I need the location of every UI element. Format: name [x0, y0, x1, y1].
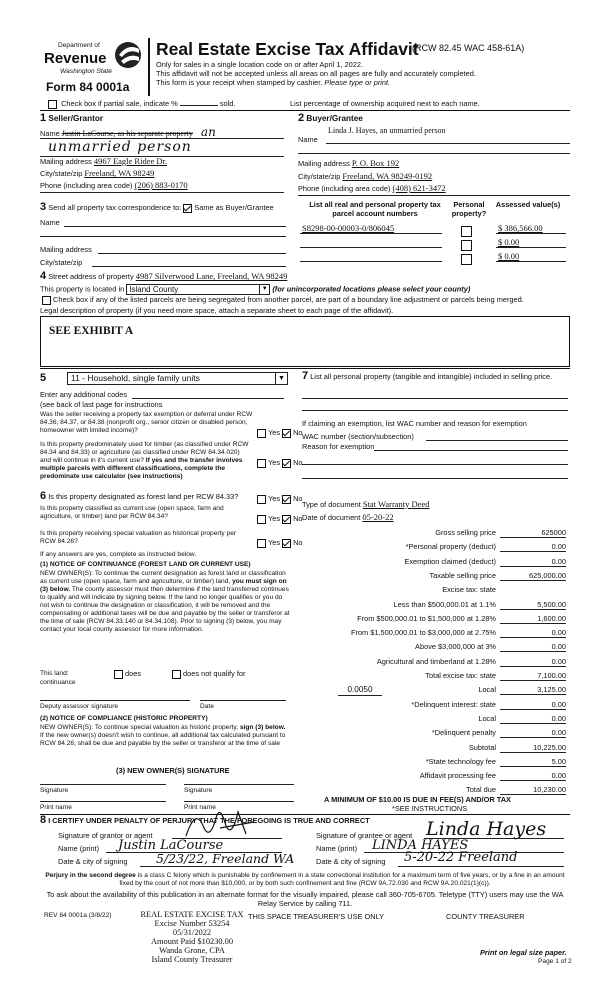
- seller-mailing-label: Mailing address: [40, 157, 92, 166]
- exemption-question: Was the seller receiving a property tax exemption or deferral under RCW 84.36, 84.37, or 84.38 (nonprofit org., senior citizen or disabled person, homeowner with limited income)?: [40, 411, 253, 434]
- tax-row-value[interactable]: 625,000.00: [500, 571, 566, 581]
- seller-heading-text: Seller/Grantor: [48, 114, 104, 123]
- if-any-yes-note: If any answers are yes, complete as instructed below.: [40, 551, 197, 558]
- tax-row: [302, 526, 568, 540]
- personal-property-header: Personal property?: [451, 200, 487, 218]
- grantor-date-handwritten: 5/23/22, Freeland WA: [156, 851, 295, 866]
- forest-answer: [255, 494, 303, 504]
- notice2-text-b: sign (3) below.: [239, 724, 286, 731]
- section-number-8: 8: [40, 814, 47, 826]
- doc-type-row: [302, 500, 429, 509]
- notice1-text-a: NEW OWNER(S): To continue the current designation as forest land or classification as current use (open space, farm and agriculture, or timber) land,: [40, 570, 286, 585]
- current-use-question: Is this property classified as current use (open space, farm and agriculture, or timber) land per RCW 84.34?: [40, 505, 224, 520]
- treasurer-use-label: THIS SPACE TREASURER'S USE ONLY: [248, 912, 385, 921]
- tax-row-value[interactable]: 5.00: [500, 757, 566, 767]
- buyer-phone-label: Phone (including area code): [298, 184, 391, 193]
- tax-row: [302, 626, 568, 640]
- use-code-select[interactable]: [67, 372, 288, 385]
- seller-name-label: Name: [40, 129, 60, 138]
- seller-city-row: [40, 169, 154, 178]
- wac-row: [302, 432, 414, 441]
- dor-logo: [40, 38, 160, 86]
- signature-label: Signature: [40, 787, 69, 794]
- revision-label: REV 84 0001a (3/8/22): [44, 912, 112, 919]
- legal-paper-note: Print on legal size paper.: [480, 948, 567, 957]
- does-label: does: [125, 669, 142, 678]
- notice-continuance-title: (1) NOTICE OF CONTINUANCE (FOREST LAND OR CURRENT USE): [40, 561, 251, 568]
- buyer-heading: [298, 113, 363, 124]
- assessed-value[interactable]: $ 386,566.00: [498, 223, 543, 233]
- stamp-line: 05/31/2022: [172, 928, 212, 937]
- tax-row-label: Total due: [466, 785, 496, 795]
- section-number-2: 2: [298, 112, 305, 124]
- form-number: Form 84 0001a: [46, 80, 130, 94]
- buyer-city-value[interactable]: Freeland, WA 98249-0192: [342, 171, 433, 181]
- divider-top: [40, 110, 570, 111]
- seller-phone-row: [40, 181, 188, 190]
- tax-row: [302, 569, 568, 583]
- timber-answer: [255, 458, 303, 468]
- property-address-value[interactable]: 4987 Silverwood Lane, Freeland, WA 98249: [135, 271, 288, 281]
- current-use-yes-checkbox[interactable]: [257, 515, 266, 524]
- timber-question-bold: If yes and the transfer involves multiple parcels with different classifications, complete the predominate use calculator (see instructions): [40, 457, 243, 480]
- section3-mailing-label: Mailing address: [40, 245, 92, 254]
- personal-property-checkbox[interactable]: [461, 254, 472, 265]
- dept-line1: Department of: [58, 42, 100, 49]
- tax-row: [302, 669, 568, 683]
- tax-row-value[interactable]: 0.00: [500, 557, 566, 567]
- additional-codes-input[interactable]: [132, 398, 284, 399]
- form-title: Real Estate Excise Tax Affidavit: [156, 39, 419, 59]
- partial-sale-checkbox[interactable]: [48, 100, 57, 109]
- notice-continuance-text: [40, 570, 292, 634]
- buyer-city-label: City/state/zip: [298, 172, 341, 181]
- doc-date-value[interactable]: 05-20-22: [362, 512, 394, 522]
- tax-row-value[interactable]: 625000: [500, 528, 566, 538]
- buyer-mailing-row: [298, 159, 399, 168]
- seller-city-value[interactable]: Freeland, WA 98249: [84, 168, 155, 178]
- divider-section8: [40, 814, 570, 815]
- buyer-name-line: [326, 143, 570, 144]
- tax-row-label: Excise tax: state: [442, 585, 496, 595]
- reason-line-2[interactable]: [302, 464, 568, 465]
- seller-phone-line: [40, 192, 284, 193]
- tax-row-value[interactable]: 0.00: [500, 657, 566, 667]
- assessed-value[interactable]: $ 0.00: [498, 251, 520, 261]
- print-name-label: Print name: [40, 804, 72, 811]
- does-not-label: does not qualify for: [183, 669, 246, 678]
- new-owner-signature-heading: (3) NEW OWNER(S) SIGNATURE: [116, 766, 230, 775]
- tax-row-value[interactable]: 3,125.00: [500, 685, 566, 695]
- forest-question-text: Is this property designated as forest land per RCW 84.33?: [48, 492, 239, 501]
- wac-input[interactable]: [426, 440, 568, 441]
- parcel-row: [300, 222, 570, 235]
- tax-row: [302, 755, 568, 769]
- section3-name-line2: [40, 236, 286, 237]
- seller-name-handwritten-1: an: [200, 125, 216, 139]
- forest-question: [40, 492, 258, 501]
- personal-property-line-2[interactable]: [302, 410, 568, 411]
- tax-row-label: From $500,000.01 to $1,500,000 at 1.28%: [357, 613, 496, 623]
- property-address-label: Street address of property: [48, 272, 134, 281]
- header-divider: [148, 38, 150, 96]
- forest-yes-checkbox[interactable]: [257, 495, 266, 504]
- section3-city-line[interactable]: [92, 266, 286, 267]
- tax-calculation: [302, 526, 568, 798]
- tax-row: [302, 698, 568, 712]
- section-number-1: 1: [40, 112, 47, 124]
- dept-line3: Washington State: [60, 68, 112, 75]
- continuance-label: continuance: [40, 679, 76, 686]
- chevron-down-icon: ▼: [259, 285, 269, 294]
- perjury-notice: [40, 872, 570, 888]
- this-land-label: This land:: [40, 670, 69, 677]
- segregated-label: Check box if any of the listed parcels are being segregated from another parcel, are part of a boundary line adjustment or parcels being merged.: [53, 295, 524, 304]
- parcel-line: [300, 261, 442, 262]
- tax-row-label: Gross selling price: [435, 528, 496, 537]
- tax-row-value[interactable]: 0.00: [500, 728, 566, 738]
- tax-row: [302, 741, 568, 755]
- seller-heading: [40, 113, 103, 124]
- tax-row: [302, 726, 568, 740]
- grantor-name-label: Name (print): [58, 844, 100, 853]
- note3-prefix: This form is your receipt when stamped by cashier.: [156, 78, 323, 87]
- page-number: Page 1 of 2: [538, 958, 572, 965]
- seller-name-value[interactable]: Justin LaCourse, as his separate property: [61, 129, 193, 138]
- grantee-signature-handwritten: Linda Hayes: [426, 818, 547, 840]
- doc-date-label: Date of document: [302, 513, 361, 522]
- tax-row: [302, 555, 568, 569]
- wac-label: WAC number (section/subsection): [302, 432, 414, 441]
- county-label: This property is located in: [40, 284, 125, 294]
- tax-row: [302, 612, 568, 626]
- notice2-text-c: If the new owner(s) doesn't wish to continue, all additional tax calculated pursuant to RCW 84.26, shall be due and payable by the seller or transferor at the time of sale: [40, 732, 286, 747]
- notice2-text-a: NEW OWNER(S): To continue special valuation as historic property,: [40, 724, 239, 731]
- grantee-date-handwritten: 5-20-22 Freeland: [404, 850, 518, 865]
- exemption-no-checkbox[interactable]: [282, 429, 291, 438]
- personal-property-line-1[interactable]: [302, 398, 568, 399]
- doc-type-value[interactable]: Stat Warranty Deed: [362, 499, 430, 509]
- section3-city-label: City/state/zip: [40, 258, 83, 267]
- assessed-line: [496, 247, 566, 248]
- tax-row-value[interactable]: 10,230.00: [500, 785, 566, 795]
- assessed-value[interactable]: $ 0.00: [498, 237, 520, 247]
- grantee-name-handwritten: LINDA HAYES: [372, 838, 469, 853]
- tax-row: [302, 683, 568, 697]
- tax-row-label: *State technology fee: [425, 756, 496, 766]
- section3-name-line[interactable]: [64, 226, 286, 227]
- tax-row-label: Agricultural and timberland at 1.28%: [376, 656, 496, 666]
- reason-line-3[interactable]: [302, 478, 568, 479]
- seller-phone-value[interactable]: (206) 883-0170: [134, 180, 188, 190]
- tax-row-label: Exemption claimed (deduct): [404, 556, 496, 566]
- county-value: Island County: [129, 285, 179, 294]
- buyer-mailing-value[interactable]: P. O. Box 192: [351, 158, 400, 168]
- grantee-signature-label: Signature of grantee or agent: [316, 831, 413, 840]
- section-number-3: 3: [40, 201, 47, 213]
- parcel-line: [300, 247, 442, 248]
- tax-row-label: Local: [478, 685, 496, 695]
- timber-yes-checkbox[interactable]: [257, 459, 266, 468]
- buyer-city-row: [298, 172, 432, 181]
- new-owner-signature-line-2[interactable]: [184, 784, 294, 785]
- no-label: No: [293, 494, 303, 503]
- timber-question-text: Is this property predominately used for timber (as classified under RCW 84.34 and 84.33) or agriculture (as classified under RCW 84.34.020) and will continue in it's current use?: [40, 441, 249, 464]
- tax-row-label: *Delinquent penalty: [431, 728, 496, 738]
- doc-type-label: Type of document: [302, 500, 361, 509]
- historic-question: Is this property receiving special valuation as historical property per RCW 84.26?: [40, 530, 237, 545]
- section-number-6: 6: [40, 490, 47, 502]
- buyer-phone-value[interactable]: (408) 621-3472: [392, 183, 446, 193]
- note2: This affidavit will not be accepted unless all areas on all pages are fully and accurately completed.: [156, 69, 476, 78]
- tax-row: [302, 598, 568, 612]
- stamp-line: Island County Treasurer: [151, 955, 233, 964]
- tax-row-label: From $1,500,000.01 to $3,000,000 at 2.75%: [350, 628, 496, 638]
- grantee-date-label: Date & city of signing: [316, 857, 386, 866]
- timber-question: [40, 441, 250, 481]
- does-not-qualify-checkbox[interactable]: [172, 670, 181, 679]
- tax-row-label: Total excise tax: state: [425, 671, 496, 680]
- local-rate-value[interactable]: 0.0050: [338, 685, 382, 696]
- tax-row: [302, 540, 568, 554]
- buyer-phone-row: [298, 184, 446, 193]
- partial-sale-percent[interactable]: [180, 105, 218, 106]
- historic-answer: [255, 538, 303, 548]
- section3-correspondence: [40, 203, 290, 213]
- divider-mid: [40, 368, 570, 369]
- historic-no-checkbox[interactable]: [282, 539, 291, 548]
- signature-label: Signature: [184, 787, 213, 794]
- certify-text: I CERTIFY UNDER PENALTY OF PERJURY THAT THE FOREGOING IS TRUE AND CORRECT: [48, 816, 370, 825]
- minimum-due-note: A MINIMUM OF $10.00 IS DUE IN FEE(S) AND/OR TAX: [324, 795, 511, 804]
- yes-label: Yes: [268, 514, 281, 523]
- does-qualify-checkbox[interactable]: [114, 670, 123, 679]
- seller-mailing-value[interactable]: 4967 Eagle Ridee Dr.: [93, 156, 168, 166]
- tax-row-value[interactable]: 0.00: [500, 700, 566, 710]
- parcel-line: [300, 233, 442, 234]
- county-treasurer-label: COUNTY TREASURER: [446, 912, 525, 921]
- seller-mailing-row: [40, 157, 167, 166]
- new-owner-print-line-1[interactable]: [40, 801, 166, 802]
- no-label: No: [293, 458, 303, 467]
- seller-phone-label: Phone (including area code): [40, 181, 133, 190]
- deputy-signature-label: Deputy assessor signature: [40, 703, 119, 710]
- partial-sale-label: Check box if partial sale, indicate %: [61, 99, 178, 108]
- exemption-answer: [255, 428, 303, 438]
- legal-description-box[interactable]: [40, 316, 570, 367]
- form-citation: (RCW 82.45 WAC 458-61A): [412, 43, 525, 53]
- buyer-section: [298, 113, 570, 203]
- tax-row-label: Local: [478, 713, 496, 723]
- chevron-down-icon: ▼: [275, 373, 287, 384]
- parcel-row: [300, 236, 570, 249]
- section4-address-row: [40, 272, 287, 281]
- buyer-name-line2: [298, 153, 570, 154]
- no-label: No: [293, 428, 303, 437]
- stamp-line: Amount Paid $10230.00: [150, 937, 234, 946]
- notice-compliance-title: (2) NOTICE OF COMPLIANCE (HISTORIC PROPERTY): [40, 715, 208, 722]
- tax-row-value[interactable]: 0.00: [500, 628, 566, 638]
- county-note: (for unincorporated locations please select your county): [272, 284, 471, 294]
- parcel-row: [300, 250, 570, 263]
- does-option: [112, 669, 141, 679]
- does-not-option: [170, 669, 245, 679]
- assessed-value-header: Assessed value(s): [495, 200, 561, 209]
- no-label: No: [293, 514, 303, 523]
- treasurer-stamp: [122, 910, 262, 964]
- assessed-line: [496, 233, 566, 234]
- seller-city-label: City/state/zip: [40, 169, 83, 178]
- county-select[interactable]: [126, 284, 270, 295]
- section7-text: [302, 372, 568, 381]
- yes-label: Yes: [268, 458, 281, 467]
- county-row: [40, 284, 470, 295]
- current-use-answer: [255, 514, 303, 524]
- tax-row: [302, 712, 568, 726]
- tax-row-value[interactable]: 0.00: [500, 542, 566, 552]
- deputy-signature-line[interactable]: [40, 700, 190, 701]
- tax-row-value[interactable]: 10,225.00: [500, 743, 566, 753]
- section-number-4: 4: [40, 270, 47, 282]
- tax-row-label: Above $3,000,000 at 3%: [415, 642, 496, 652]
- deputy-date-line[interactable]: [200, 700, 286, 701]
- tax-row-label: Subtotal: [468, 742, 496, 752]
- sold-label: sold.: [219, 99, 236, 108]
- stamp-line: Excise Number 53254: [154, 919, 230, 928]
- section3-name-label: Name: [40, 218, 60, 227]
- reason-label: Reason for exemption: [302, 442, 375, 451]
- yes-label: Yes: [268, 494, 281, 503]
- section3-mailing-line[interactable]: [98, 253, 286, 254]
- tax-row-value[interactable]: 7,100.00: [500, 671, 566, 681]
- grantor-date-line[interactable]: [140, 866, 282, 867]
- buyer-heading-text: Buyer/Grantee: [306, 114, 363, 123]
- buyer-mailing-label: Mailing address: [298, 159, 350, 168]
- tax-row-label: Less than $500,000.01 at 1.1%: [393, 599, 496, 609]
- section-number-5: 5: [40, 372, 47, 384]
- buyer-phone-line: [298, 195, 570, 196]
- tax-row: [302, 583, 568, 597]
- historic-yes-checkbox[interactable]: [257, 539, 266, 548]
- reason-input[interactable]: [374, 450, 568, 451]
- new-owner-signature-line-1[interactable]: [40, 784, 166, 785]
- tax-row-value[interactable]: 0.00: [500, 771, 566, 781]
- tax-row-label: *Delinquent interest: state: [411, 699, 496, 709]
- doc-date-row: [302, 513, 394, 522]
- tax-row-value[interactable]: 0.00: [500, 642, 566, 652]
- tax-row: [302, 655, 568, 669]
- parcel-header: List all real and personal property tax parcel account numbers: [309, 200, 441, 218]
- note1: Only for sales in a single location code on or after April 1, 2022.: [156, 60, 364, 69]
- header: [40, 38, 570, 96]
- yes-label: Yes: [268, 428, 281, 437]
- buyer-name-label: Name: [298, 135, 318, 144]
- notice1-text-b: you must sign on (3) below.: [40, 578, 287, 593]
- seller-name-row: [40, 125, 284, 139]
- note3-emph: Please type or print.: [324, 78, 391, 87]
- seller-name-handwritten-2: unmarried person: [48, 139, 192, 155]
- section3-text: Send all property tax correspondence to:: [48, 203, 182, 212]
- tax-row-value[interactable]: 0.00: [500, 714, 566, 724]
- same-as-buyer-label: Same as Buyer/Grantee: [194, 203, 274, 212]
- no-label: No: [293, 538, 303, 547]
- forest-no-checkbox[interactable]: [282, 495, 291, 504]
- legal-description-label: Legal description of property (if you need more space, attach a separate sheet to each page of the affidavit).: [40, 306, 394, 315]
- section-number-7: 7: [302, 370, 309, 382]
- parcel-number[interactable]: S8298-00-00003-0/806045: [302, 223, 395, 233]
- tax-row-label: Affidavit processing fee: [419, 771, 496, 781]
- stamp-line: Wanda Grone, CPA: [159, 946, 225, 955]
- segregated-row: [40, 295, 570, 305]
- accessibility-notice: To ask about the availability of this publication in an alternate format for the visually impaired, please call 360-705-6705. Teletype (TTY) users may use the WA Relay Service by calling 711.: [46, 890, 564, 908]
- yes-label: Yes: [268, 538, 281, 547]
- segregated-checkbox[interactable]: [42, 296, 51, 305]
- tax-row-label: *Personal property (deduct): [405, 542, 496, 552]
- same-as-buyer-checkbox[interactable]: [183, 204, 192, 213]
- exemption-claim-label: If claiming an exemption, list WAC number and reason for exemption: [302, 419, 527, 428]
- grantor-signature-label: Signature of grantor or agent: [58, 831, 153, 840]
- grantor-date-label: Date & city of signing: [58, 857, 128, 866]
- current-use-no-checkbox[interactable]: [282, 515, 291, 524]
- use-code-value: 11 - Household, single family units: [71, 373, 200, 383]
- print-name-label: Print name: [184, 804, 216, 811]
- grantor-name-handwritten: Justin LaCourse: [118, 838, 224, 853]
- stamp-line: REAL ESTATE EXCISE TAX: [140, 910, 244, 919]
- timber-no-checkbox[interactable]: [282, 459, 291, 468]
- grantee-date-line[interactable]: [398, 866, 564, 867]
- assessed-line: [496, 261, 566, 262]
- tax-row: [302, 769, 568, 783]
- additional-codes-label: Enter any additional codes: [40, 390, 128, 399]
- legal-description-value: SEE EXHIBIT A: [49, 325, 134, 337]
- deputy-date-label: Date: [200, 703, 214, 710]
- ownership-note: List percentage of ownership acquired next to each name.: [290, 99, 480, 108]
- washington-logo-icon: [112, 40, 144, 70]
- buyer-name-value[interactable]: Linda J. Hayes, an unmarried person: [328, 126, 446, 135]
- partial-sale-row: [46, 99, 235, 109]
- see-instructions-note: *SEE INSTRUCTIONS: [392, 804, 468, 813]
- notice-compliance-text: [40, 724, 290, 748]
- tax-row-value[interactable]: 5,500.00: [500, 600, 566, 610]
- see-back-label: (see back of last page for instructions: [40, 400, 163, 409]
- section7-text-value: List all personal property (tangible and intangible) included in selling price.: [310, 372, 553, 381]
- notice1-text-c: The county assessor must then determine if the land transferred continues to qualify and will indicate by signing below. If the land no longer qualifies or you do not wish to continue the designation or classification, it will be removed and the compensating or additional taxes will be due and payable by the seller or transferor at the time of sale (RCW 84.33.140 or 84.34.108). Prior to signing (3) below, you may contact your local county assessor for more information.: [40, 586, 290, 633]
- note3: [156, 78, 390, 87]
- tax-row-value[interactable]: 1,600.00: [500, 614, 566, 624]
- dept-line2: Revenue: [44, 50, 107, 67]
- exemption-yes-checkbox[interactable]: [257, 429, 266, 438]
- perjury-text: is a class C felony which is punishable by confinement in a state correctional institution for a maximum term of five years, or by a fine in an amount fixed by the court of not more than $10,000, or by both such confinement and fine (RCW 9A.72.030 and RCW 9A.20.021(1)(c)).: [119, 872, 565, 887]
- tax-row: [302, 640, 568, 654]
- tax-row-label: Taxable selling price: [429, 570, 496, 580]
- perjury-bold: Perjury in the second degree: [45, 872, 136, 879]
- grantee-name-label: Name (print): [316, 844, 358, 853]
